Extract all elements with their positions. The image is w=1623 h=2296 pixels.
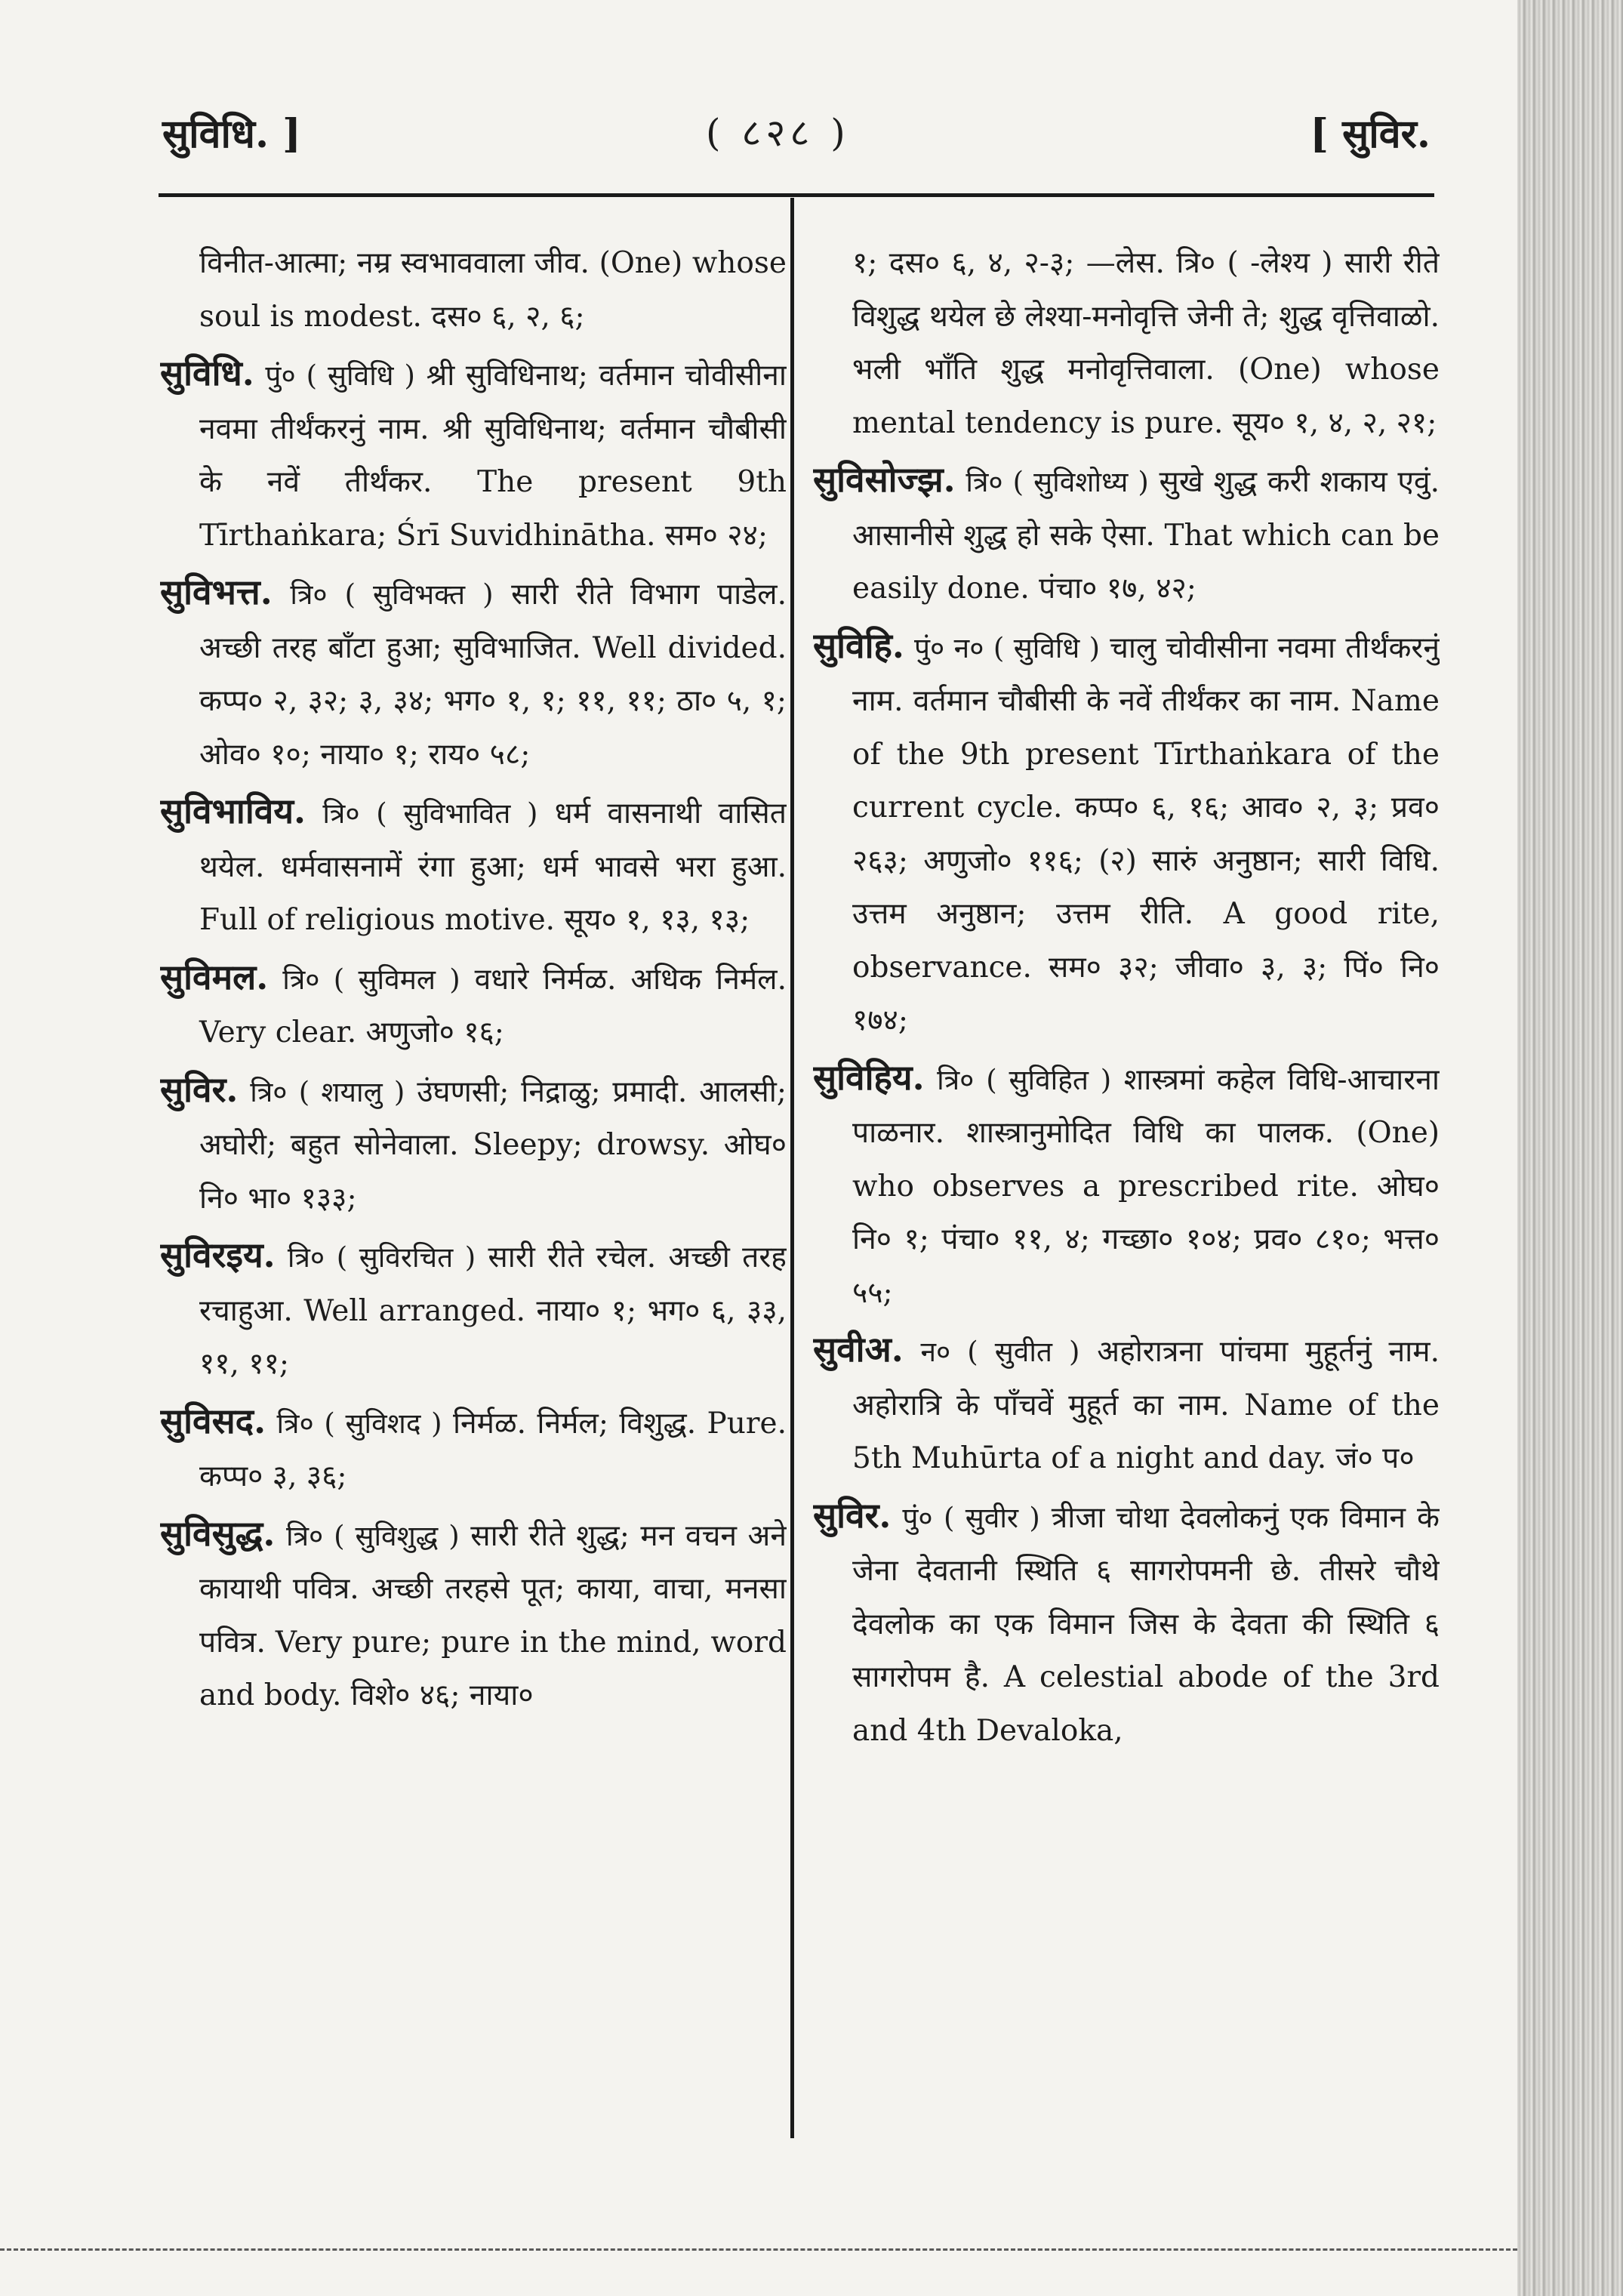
dictionary-entry — [160, 1395, 787, 1504]
entry-definition: धर्म वासनाथी वासित थयेल. धर्मवासनामें रंगा हुआ; धर्म भावसे भरा हुआ. Full of religious motive. सूय० १, १३, १३; — [199, 797, 787, 937]
entry-headword: सुविभत्त. — [160, 572, 273, 612]
entry-grammar: न० ( सुवीत ) — [920, 1336, 1080, 1368]
dictionary-entry — [813, 1323, 1440, 1486]
entry-definition: विनीत-आत्मा; नम्र स्वभाववाला जीव. (One) whose soul is modest. दस० ६, २, ६; — [199, 246, 787, 334]
entry-headword: सुविहिय. — [813, 1056, 925, 1098]
entry-grammar: पुं० ( सुवीर ) — [902, 1501, 1040, 1534]
entry-headword: सुवीअ. — [813, 1329, 904, 1370]
entry-grammar: त्रि० ( सुविशुद्ध ) — [285, 1519, 460, 1552]
entry-grammar: पुं० ( सुविधि ) — [265, 359, 415, 392]
entry-grammar: त्रि० ( सुविहित ) — [937, 1063, 1112, 1096]
dictionary-entry — [160, 566, 787, 781]
entry-definition: सारी रीते शुद्ध; मन वचन अने कायाथी पवित्र. अच्छी तरहसे पूत; काया, वाचा, मनसा पवित्र. Very pure; pure in the mind, word and body. विशे० ४६; नाया० — [199, 1518, 787, 1712]
header-right-guide-word: [ सुविर. — [1310, 111, 1431, 157]
column-divider — [790, 198, 794, 2138]
entry-headword: सुविमल. — [160, 956, 269, 997]
page-header — [162, 106, 1431, 174]
dictionary-entry — [160, 1063, 787, 1226]
entry-headword: सुविर. — [813, 1494, 892, 1536]
entry-grammar: त्रि० ( सुविशद ) — [276, 1407, 442, 1440]
header-rule — [159, 193, 1434, 197]
entry-definition: त्रीजा चोथा देवलोकनुं एक विमान के जेना देवतानी स्थिति ६ सागरोपमनी छे. तीसरे चौथे देवलोक का एक विमान जिस के देवता की स्थिति ६ सागरोपम है. A celestial abode of the 3rd and 4th Devaloka, — [852, 1500, 1440, 1748]
dictionary-entry — [160, 1507, 787, 1723]
dictionary-entry — [813, 234, 1440, 450]
dictionary-entry — [813, 619, 1440, 1048]
entry-grammar: पुं० न० ( सुविधि ) — [914, 631, 1101, 664]
dictionary-entry — [160, 951, 787, 1060]
left-column — [160, 234, 787, 2137]
entry-grammar: त्रि० ( सुविरचित ) — [287, 1241, 476, 1274]
entry-definition: सारी रीते रचेल. अच्छी तरह रचाहुआ. Well arranged. नाया० १; भग० ६, ३३, ११, ११; — [199, 1240, 787, 1381]
entry-definition: १; दस० ६, ४, २-३; —लेस. त्रि० ( -लेश्य ) सारी रीते विशुद्ध थयेल छे लेश्या-मनोवृत्ति जेनी ते; शुद्ध वृत्तिवाळो. भली भाँति शुद्ध मनोवृत्तिवाला. (One) whose mental tendency is pure. सूय० १, ४, २, २१; — [852, 246, 1440, 440]
dictionary-entry — [813, 453, 1440, 616]
entry-definition: शास्त्रमां कहेल विधि-आचारना पाळनार. शास्त्रानुमोदित विधि का पालक. (One) who observes a prescribed rite. ओघ० नि० १; पंचा० ११, ४; गच्छा० १०४; प्रव० ८१०; भत्त० ५५; — [852, 1062, 1440, 1310]
entry-grammar: त्रि० ( सुविभावित ) — [322, 797, 538, 830]
dictionary-entry — [160, 784, 787, 948]
entry-definition: निर्मळ. निर्मल; विशुद्ध. Pure. कप्प० ३, ३६; — [199, 1406, 787, 1493]
entry-definition: सारी रीते विभाग पाडेल. अच्छी तरह बाँटा हुआ; सुविभाजित. Well divided. कप्प० २, ३२; ३, ३४; भग० १, १; ११, ११; ठा० ५, १; ओव० १०; नाया० १; राय० ५८; — [199, 578, 787, 772]
entry-headword: सुविहि. — [813, 624, 904, 666]
entry-definition: अहोरात्रना पांचमा मुहूर्तनुं नाम. अहोरात्रि के पाँचवें मुहूर्त का नाम. Name of the 5th Muhūrta of a night and day. जं० प० — [852, 1335, 1440, 1475]
right-column — [813, 234, 1440, 2137]
entry-grammar: त्रि० ( सुविमल ) — [282, 963, 460, 996]
entry-grammar: त्रि० ( शयालु ) — [250, 1075, 405, 1108]
entry-headword: सुविसोज्झ. — [813, 459, 956, 500]
entry-definition: चालु चोवीसीना नवमा तीर्थंकरनुं नाम. वर्तमान चौबीसी के नवें तीर्थंकर का नाम. Name of the 9th present Tīrthaṅkara of the current cycle. कप्प० ६, १६; आव० २, ३; प्रव० २६३; अणुजो० ११६; (२) सारुं अनुष्ठान; सारी विधि. उत्तम अनुष्ठान; उत्तम रीति. A good rite, observance. सम० ३२; जीवा० ३, ३; पिं० नि० १७४; — [852, 630, 1440, 1037]
page-number: ( ८२८ ) — [706, 111, 850, 155]
entry-headword: सुविरइय. — [160, 1234, 276, 1275]
entry-grammar: त्रि० ( सुविशोध्य ) — [965, 466, 1149, 498]
dictionary-entry — [160, 1228, 787, 1391]
entry-definition: सुखे शुद्ध करी शकाय एवुं. आसानीसे शुद्ध हो सके ऐसा. That which can be easily done. पंचा० १७, ४२; — [852, 465, 1440, 606]
dictionary-entry — [813, 1489, 1440, 1758]
entry-headword: सुविसद. — [160, 1400, 266, 1441]
dictionary-entry — [160, 347, 787, 562]
entry-headword: सुविभाविय. — [160, 791, 306, 831]
header-left-guide-word: सुविधि. ] — [162, 111, 301, 157]
entry-headword: सुविसुद्ध. — [160, 1512, 276, 1554]
entry-definition: श्री सुविधिनाथ; वर्तमान चोवीसीना नवमा तीर्थंकरनुं नाम. श्री सुविधिनाथ; वर्तमान चौबीसी के नवें तीर्थंकर. The present 9th Tīrthaṅkara; Śrī Suvidhinātha. सम० २४; — [199, 359, 787, 553]
dictionary-entry — [160, 234, 787, 344]
entry-headword: सुविधि. — [160, 353, 254, 393]
entry-definition: वधारे निर्मळ. अधिक निर्मल. Very clear. अणुजो० १६; — [199, 962, 787, 1049]
bottom-dashed-rule — [0, 2248, 1517, 2253]
entry-definition: उंघणसी; निद्राळु; प्रमादी. आलसी; अघोरी; बहुत सोनेवाला. Sleepy; drowsy. ओघ० नि० भा० १३३; — [199, 1074, 787, 1216]
entry-headword: सुविर. — [160, 1068, 239, 1110]
dictionary-entry — [813, 1051, 1440, 1321]
entry-grammar: त्रि० ( सुविभक्त ) — [290, 578, 494, 611]
scanned-page-edge — [1517, 0, 1623, 2296]
